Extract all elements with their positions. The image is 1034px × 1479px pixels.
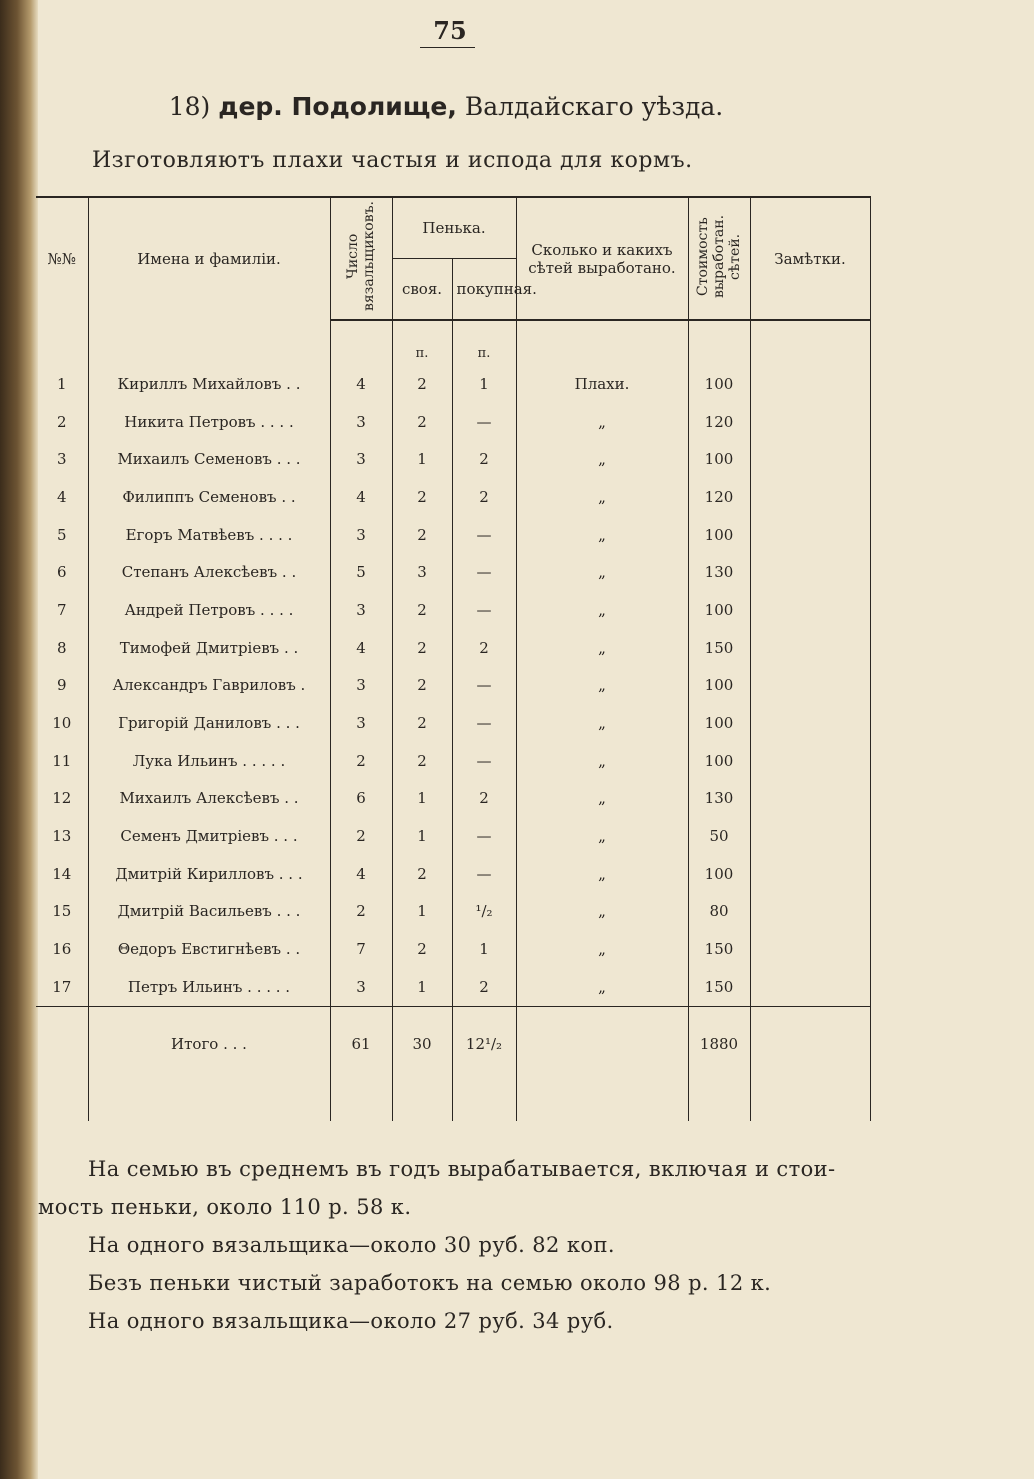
row-knitters: 3 xyxy=(330,968,392,1006)
row-name: Михаилъ Алексѣевъ . . xyxy=(88,780,330,818)
pad-cell xyxy=(88,1081,330,1121)
row-num: 5 xyxy=(36,516,88,554)
row-num: 16 xyxy=(36,930,88,968)
row-num: 10 xyxy=(36,704,88,742)
row-hemp-bought: 1 xyxy=(452,365,516,403)
row-nets: „ xyxy=(516,742,688,780)
summary-line-4: Безъ пеньки чистый заработокъ на семью около 98 р. 12 к. xyxy=(88,1271,772,1295)
row-cost: 100 xyxy=(688,516,750,554)
row-name: Θедоръ Евстигнѣевъ . . xyxy=(88,930,330,968)
total-notes xyxy=(750,1006,870,1081)
table-row xyxy=(36,478,870,516)
row-cost: 100 xyxy=(688,667,750,705)
title-prefix: 18) xyxy=(168,92,211,121)
header-hemp-own: своя. xyxy=(392,259,452,321)
row-cost: 100 xyxy=(688,855,750,893)
page-subtitle: Изготовляютъ плахи частыя и испода для кормъ. xyxy=(92,148,693,173)
row-hemp-bought: — xyxy=(452,516,516,554)
row-cost: 150 xyxy=(688,629,750,667)
unit-cell xyxy=(688,320,750,365)
table-row xyxy=(36,553,870,591)
row-hemp-own: 1 xyxy=(392,817,452,855)
row-name: Тимофей Дмитріевъ . . xyxy=(88,629,330,667)
row-num: 4 xyxy=(36,478,88,516)
page-title xyxy=(0,92,892,121)
row-num: 1 xyxy=(36,365,88,403)
table-row xyxy=(36,855,870,893)
pad-cell xyxy=(516,1081,688,1121)
total-hemp-bought: 12¹/₂ xyxy=(452,1006,516,1081)
row-cost: 120 xyxy=(688,478,750,516)
row-knitters: 5 xyxy=(330,553,392,591)
row-num: 8 xyxy=(36,629,88,667)
pad-cell xyxy=(750,1081,870,1121)
row-nets: „ xyxy=(516,780,688,818)
row-name: Александръ Гавриловъ . xyxy=(88,667,330,705)
summary-line-2: мость пеньки, около 110 р. 58 к. xyxy=(38,1195,412,1219)
row-notes xyxy=(750,930,870,968)
row-name: Дмитрій Кирилловъ . . . xyxy=(88,855,330,893)
row-cost: 100 xyxy=(688,742,750,780)
row-name: Никита Петровъ . . . . xyxy=(88,403,330,441)
title-place: дер. Подолище, xyxy=(218,92,457,121)
row-nets: „ xyxy=(516,440,688,478)
header-notes: Замѣтки. xyxy=(750,197,870,320)
row-num: 7 xyxy=(36,591,88,629)
unit-own: п. xyxy=(392,320,452,365)
row-cost: 130 xyxy=(688,553,750,591)
summary-text xyxy=(38,1150,836,1340)
page-number: 75 xyxy=(433,16,467,45)
row-hemp-own: 2 xyxy=(392,365,452,403)
row-notes xyxy=(750,478,870,516)
units-row xyxy=(36,320,870,365)
row-hemp-own: 2 xyxy=(392,667,452,705)
row-cost: 100 xyxy=(688,591,750,629)
row-name: Кириллъ Михайловъ . . xyxy=(88,365,330,403)
pad-cell xyxy=(392,1081,452,1121)
total-row xyxy=(36,1006,870,1081)
row-nets: „ xyxy=(516,855,688,893)
row-num: 13 xyxy=(36,817,88,855)
row-hemp-own: 2 xyxy=(392,855,452,893)
row-knitters: 2 xyxy=(330,742,392,780)
row-hemp-bought: 2 xyxy=(452,440,516,478)
table-row xyxy=(36,365,870,403)
row-cost: 80 xyxy=(688,893,750,931)
header-knitters xyxy=(330,197,392,320)
row-hemp-own: 2 xyxy=(392,704,452,742)
table-bottom-space xyxy=(36,1081,870,1121)
row-notes xyxy=(750,553,870,591)
row-hemp-bought: 2 xyxy=(452,968,516,1006)
table-row xyxy=(36,629,870,667)
row-cost: 120 xyxy=(688,403,750,441)
unit-bought: п. xyxy=(452,320,516,365)
header-cost xyxy=(688,197,750,320)
row-nets: „ xyxy=(516,667,688,705)
row-hemp-own: 2 xyxy=(392,516,452,554)
table-row xyxy=(36,440,870,478)
table-row xyxy=(36,780,870,818)
row-knitters: 3 xyxy=(330,591,392,629)
row-num: 17 xyxy=(36,968,88,1006)
row-nets: „ xyxy=(516,968,688,1006)
row-name: Григорій Даниловъ . . . xyxy=(88,704,330,742)
row-num: 2 xyxy=(36,403,88,441)
row-nets: „ xyxy=(516,893,688,931)
unit-cell xyxy=(88,320,330,365)
header-cost-text: Стоимость выработан. сѣтей. xyxy=(695,214,743,299)
table-row xyxy=(36,704,870,742)
row-notes xyxy=(750,516,870,554)
row-hemp-bought: — xyxy=(452,855,516,893)
row-knitters: 3 xyxy=(330,704,392,742)
knitters-table xyxy=(36,196,871,1121)
row-name: Семенъ Дмитріевъ . . . xyxy=(88,817,330,855)
row-nets: „ xyxy=(516,704,688,742)
header-nets: Сколько и какихъ сѣтей выработано. xyxy=(516,197,688,320)
row-cost: 100 xyxy=(688,440,750,478)
row-name: Андрей Петровъ . . . . xyxy=(88,591,330,629)
row-name: Лука Ильинъ . . . . . xyxy=(88,742,330,780)
row-notes xyxy=(750,704,870,742)
row-hemp-bought: 2 xyxy=(452,478,516,516)
row-knitters: 4 xyxy=(330,629,392,667)
row-hemp-bought: — xyxy=(452,742,516,780)
table-row xyxy=(36,930,870,968)
row-hemp-own: 2 xyxy=(392,629,452,667)
row-cost: 100 xyxy=(688,365,750,403)
row-notes xyxy=(750,667,870,705)
row-cost: 130 xyxy=(688,780,750,818)
row-notes xyxy=(750,742,870,780)
row-notes xyxy=(750,968,870,1006)
row-notes xyxy=(750,817,870,855)
total-label: Итого . . . xyxy=(88,1006,330,1081)
row-cost: 50 xyxy=(688,817,750,855)
total-num xyxy=(36,1006,88,1081)
table-row xyxy=(36,817,870,855)
summary-line-5: На одного вязальщика—около 27 руб. 34 руб. xyxy=(88,1309,614,1333)
row-name: Михаилъ Семеновъ . . . xyxy=(88,440,330,478)
row-hemp-bought: — xyxy=(452,591,516,629)
unit-cell xyxy=(750,320,870,365)
row-hemp-own: 2 xyxy=(392,930,452,968)
row-cost: 150 xyxy=(688,968,750,1006)
row-notes xyxy=(750,440,870,478)
row-hemp-own: 1 xyxy=(392,440,452,478)
pad-cell xyxy=(452,1081,516,1121)
row-num: 3 xyxy=(36,440,88,478)
row-hemp-own: 2 xyxy=(392,591,452,629)
row-knitters: 4 xyxy=(330,855,392,893)
row-nets: „ xyxy=(516,516,688,554)
row-num: 6 xyxy=(36,553,88,591)
row-name: Петръ Ильинъ . . . . . xyxy=(88,968,330,1006)
header-knitters-text: Число вязальщиковъ. xyxy=(345,201,377,312)
row-hemp-own: 2 xyxy=(392,403,452,441)
row-knitters: 4 xyxy=(330,478,392,516)
row-name: Егоръ Матвѣевъ . . . . xyxy=(88,516,330,554)
row-knitters: 7 xyxy=(330,930,392,968)
title-suffix: Валдайскаго уѣзда. xyxy=(464,92,724,121)
header-hemp-bought: покупная. xyxy=(452,259,516,321)
row-hemp-bought: 1 xyxy=(452,930,516,968)
row-notes xyxy=(750,365,870,403)
row-num: 12 xyxy=(36,780,88,818)
row-notes xyxy=(750,403,870,441)
page-number-rule xyxy=(420,47,475,48)
row-nets: „ xyxy=(516,591,688,629)
total-hemp-own: 30 xyxy=(392,1006,452,1081)
row-hemp-bought: — xyxy=(452,403,516,441)
row-nets: „ xyxy=(516,817,688,855)
unit-cell xyxy=(330,320,392,365)
header-name: Имена и фамиліи. xyxy=(88,197,330,320)
header-hemp: Пенька. xyxy=(392,197,516,259)
table-row xyxy=(36,667,870,705)
row-hemp-bought: ¹/₂ xyxy=(452,893,516,931)
row-hemp-bought: — xyxy=(452,817,516,855)
row-hemp-own: 1 xyxy=(392,780,452,818)
book-spine-shadow xyxy=(0,0,38,1479)
row-hemp-bought: — xyxy=(452,553,516,591)
summary-line-1: На семью въ среднемъ въ годъ вырабатывается, включая и стои- xyxy=(88,1157,836,1181)
row-num: 14 xyxy=(36,855,88,893)
table-row xyxy=(36,893,870,931)
total-nets xyxy=(516,1006,688,1081)
row-hemp-bought: 2 xyxy=(452,629,516,667)
summary-line-3: На одного вязальщика—около 30 руб. 82 коп. xyxy=(88,1233,615,1257)
row-knitters: 2 xyxy=(330,893,392,931)
row-notes xyxy=(750,591,870,629)
pad-cell xyxy=(36,1081,88,1121)
pad-cell xyxy=(330,1081,392,1121)
row-num: 15 xyxy=(36,893,88,931)
unit-cell xyxy=(516,320,688,365)
row-knitters: 3 xyxy=(330,516,392,554)
row-notes xyxy=(750,780,870,818)
row-name: Филиппъ Семеновъ . . xyxy=(88,478,330,516)
row-num: 9 xyxy=(36,667,88,705)
row-knitters: 3 xyxy=(330,403,392,441)
table-row xyxy=(36,968,870,1006)
row-nets: „ xyxy=(516,403,688,441)
row-nets: Плахи. xyxy=(516,365,688,403)
row-nets: „ xyxy=(516,629,688,667)
row-hemp-bought: — xyxy=(452,704,516,742)
row-knitters: 3 xyxy=(330,667,392,705)
row-hemp-bought: 2 xyxy=(452,780,516,818)
table-row xyxy=(36,591,870,629)
pad-cell xyxy=(688,1081,750,1121)
row-cost: 150 xyxy=(688,930,750,968)
row-cost: 100 xyxy=(688,704,750,742)
row-hemp-own: 1 xyxy=(392,968,452,1006)
total-knitters: 61 xyxy=(330,1006,392,1081)
row-knitters: 3 xyxy=(330,440,392,478)
row-hemp-own: 2 xyxy=(392,478,452,516)
row-hemp-bought: — xyxy=(452,667,516,705)
table-row xyxy=(36,516,870,554)
row-notes xyxy=(750,855,870,893)
row-knitters: 6 xyxy=(330,780,392,818)
row-notes xyxy=(750,893,870,931)
table-body xyxy=(36,320,870,1121)
row-nets: „ xyxy=(516,553,688,591)
row-name: Степанъ Алексѣевъ . . xyxy=(88,553,330,591)
row-hemp-own: 2 xyxy=(392,742,452,780)
header-num: №№ xyxy=(36,197,88,320)
row-knitters: 2 xyxy=(330,817,392,855)
unit-cell xyxy=(36,320,88,365)
row-notes xyxy=(750,629,870,667)
table-row xyxy=(36,403,870,441)
row-knitters: 4 xyxy=(330,365,392,403)
row-hemp-own: 3 xyxy=(392,553,452,591)
row-name: Дмитрій Васильевъ . . . xyxy=(88,893,330,931)
row-num: 11 xyxy=(36,742,88,780)
row-hemp-own: 1 xyxy=(392,893,452,931)
row-nets: „ xyxy=(516,478,688,516)
total-cost: 1880 xyxy=(688,1006,750,1081)
row-nets: „ xyxy=(516,930,688,968)
table-row xyxy=(36,742,870,780)
